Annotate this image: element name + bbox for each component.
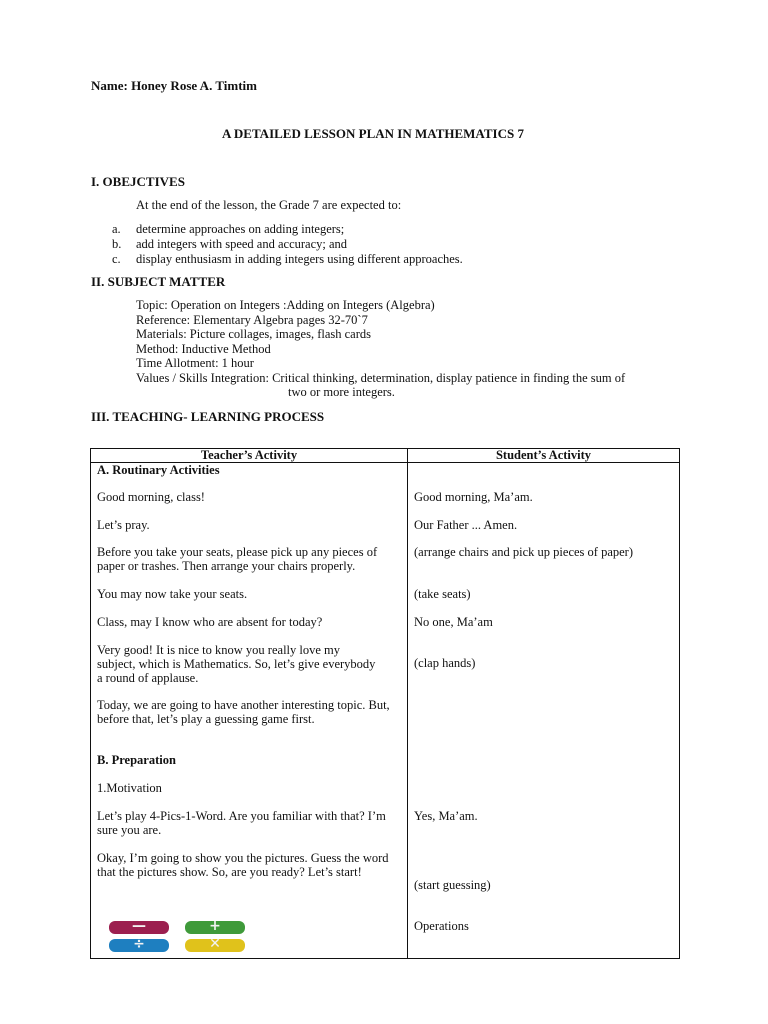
student-column-header: Student’s Activity	[408, 449, 680, 463]
materials-line: Materials: Picture collages, images, flash cards	[136, 327, 371, 341]
objective-letter: a.	[112, 222, 121, 236]
teacher-column-header: Teacher’s Activity	[91, 449, 408, 463]
objective-letter: b.	[112, 237, 122, 251]
objective-item	[112, 222, 463, 237]
subject-matter-heading: II. SUBJECT MATTER	[91, 274, 226, 289]
student-greeting: Good morning, Ma’am.	[414, 490, 533, 504]
activity-table	[90, 448, 680, 959]
plus-sign-icon: +	[185, 921, 245, 934]
student-answer: Operations	[414, 919, 469, 933]
name-line: Name: Honey Rose A. Timtim	[91, 78, 257, 93]
objective-item	[112, 252, 463, 267]
objective-text: add integers with speed and accuracy; and	[136, 237, 348, 251]
topic-line: Topic: Operation on Integers :Adding on Integers (Algebra)	[136, 298, 435, 312]
teacher-four-pics: Let’s play 4-Pics-1-Word. Are you familiar with that? I’m sure you are.	[97, 809, 386, 837]
teacher-very-good: Very good! It is nice to know you really love my subject, which is Mathematics. So, let’s give everybody a round of applause.	[97, 643, 376, 685]
table-row	[91, 463, 680, 959]
objective-letter: c.	[112, 252, 121, 266]
teacher-absent-question: Class, may I know who are absent for today?	[97, 615, 323, 629]
objective-text: determine approaches on adding integers;	[136, 222, 345, 236]
preparation-heading: B. Preparation	[97, 753, 176, 767]
method-line: Method: Inductive Method	[136, 341, 271, 356]
minus-sign-icon: —	[109, 921, 169, 934]
times-sign-icon: ✕	[185, 939, 245, 952]
student-pray: Our Father ... Amen.	[414, 518, 518, 532]
motivation-label: 1.Motivation	[97, 781, 162, 795]
subject-matter-block	[136, 298, 625, 400]
routinary-heading: A. Routinary Activities	[97, 463, 220, 477]
student-guessing: (start guessing)	[414, 878, 491, 892]
teacher-seats-instruction: Before you take your seats, please pick up any pieces of paper or trashes. Then arrange your chairs properly.	[97, 545, 378, 573]
teacher-take-seats: You may now take your seats.	[97, 587, 248, 601]
objective-text: display enthusiasm in adding integers using different approaches.	[136, 252, 463, 266]
table-header-row	[91, 449, 680, 463]
objectives-heading: I. OBEJCTIVES	[91, 174, 185, 189]
student-arrange: (arrange chairs and pick up pieces of paper)	[414, 545, 633, 559]
objectives-list	[112, 222, 463, 267]
process-heading: III. TEACHING- LEARNING PROCESS	[91, 409, 325, 424]
reference-line: Reference: Elementary Algebra pages 32-70`7	[136, 312, 368, 327]
student-clap: (clap hands)	[414, 656, 476, 670]
student-take-seats: (take seats)	[414, 587, 471, 601]
page-title: A DETAILED LESSON PLAN IN MATHEMATICS 7	[222, 126, 524, 141]
teacher-today-topic: Today, we are going to have another interesting topic. But, before that, let’s play a guessing game first.	[97, 698, 390, 726]
divide-sign-icon: ÷	[109, 939, 169, 952]
objectives-intro: At the end of the lesson, the Grade 7 are expected to:	[136, 198, 402, 212]
values-line: Values / Skills Integration: Critical thinking, determination, display patience in finding the sum of	[136, 370, 626, 385]
teacher-greeting: Good morning, class!	[97, 490, 205, 504]
teacher-activity-cell	[91, 463, 408, 959]
teacher-show-pictures: Okay, I’m going to show you the pictures. Guess the word that the pictures show. So, are you ready? Let’s start!	[97, 851, 389, 879]
time-allotment-line: Time Allotment: 1 hour	[136, 356, 254, 370]
student-absent-answer: No one, Ma’am	[414, 615, 493, 629]
objective-item	[112, 237, 463, 252]
student-activity-cell	[408, 463, 680, 959]
student-familiar: Yes, Ma’am.	[414, 809, 478, 823]
operations-picture	[109, 918, 249, 955]
values-line-continued: two or more integers.	[288, 385, 395, 399]
teacher-pray: Let’s pray.	[97, 518, 150, 532]
